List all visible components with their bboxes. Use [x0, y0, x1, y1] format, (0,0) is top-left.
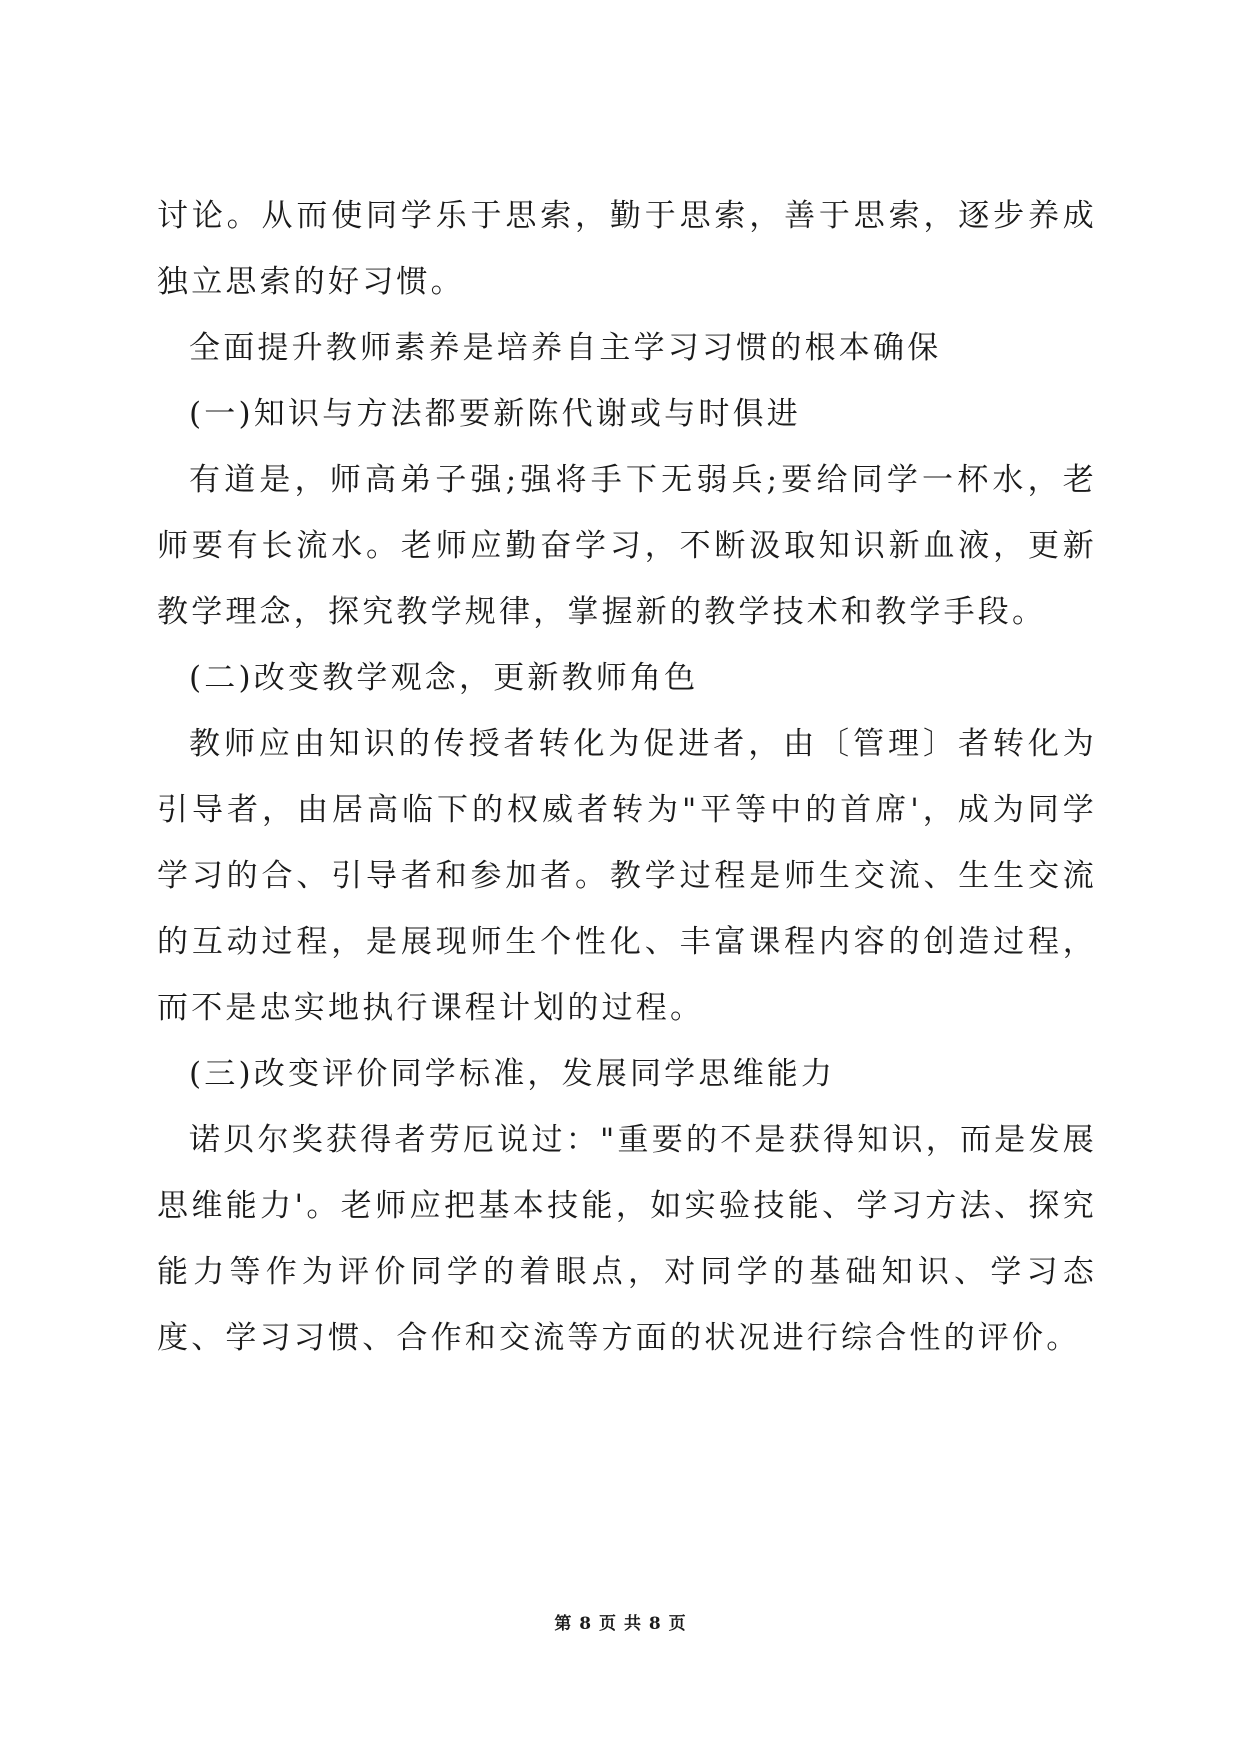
- document-body: [157, 183, 1097, 1371]
- subsection-heading: (一)知识与方法都要新陈代谢或与时俱进: [189, 396, 801, 432]
- paragraph: 教师应由知识的传授者转化为促进者，由〔管理〕者转化为引导者，由居高临下的权威者转为"平等中的首席'，成为同学学习的合、引导者和参加者。教学过程是师生交流、生生交流的互动过程，是展现师生个性化、丰富课程内容的创造过程，而不是忠实地执行课程计划的过程。: [157, 726, 1097, 1026]
- paragraph: 讨论。从而使同学乐于思索，勤于思索，善于思索，逐步养成独立思索的好习惯。: [157, 198, 1097, 300]
- page-number-footer: 第 8 页 共 8 页: [554, 1614, 687, 1634]
- section-heading: 全面提升教师素养是培养自主学习习惯的根本确保: [189, 330, 942, 366]
- subsection-heading: (二)改变教学观念，更新教师角色: [189, 660, 699, 696]
- subsection-heading: (三)改变评价同学标准，发展同学思维能力: [189, 1056, 836, 1092]
- paragraph: 诺贝尔奖获得者劳厄说过："重要的不是获得知识，而是发展思维能力'。老师应把基本技能，如实验技能、学习方法、探究能力等作为评价同学的着眼点，对同学的基础知识、学习态度、学习习惯、合作和交流等方面的状况进行综合性的评价。: [157, 1122, 1097, 1356]
- paragraph: 有道是，师高弟子强;强将手下无弱兵;要给同学一杯水，老师要有长流水。老师应勤奋学习，不断汲取知识新血液，更新教学理念，探究教学规律，掌握新的教学技术和教学手段。: [157, 462, 1097, 630]
